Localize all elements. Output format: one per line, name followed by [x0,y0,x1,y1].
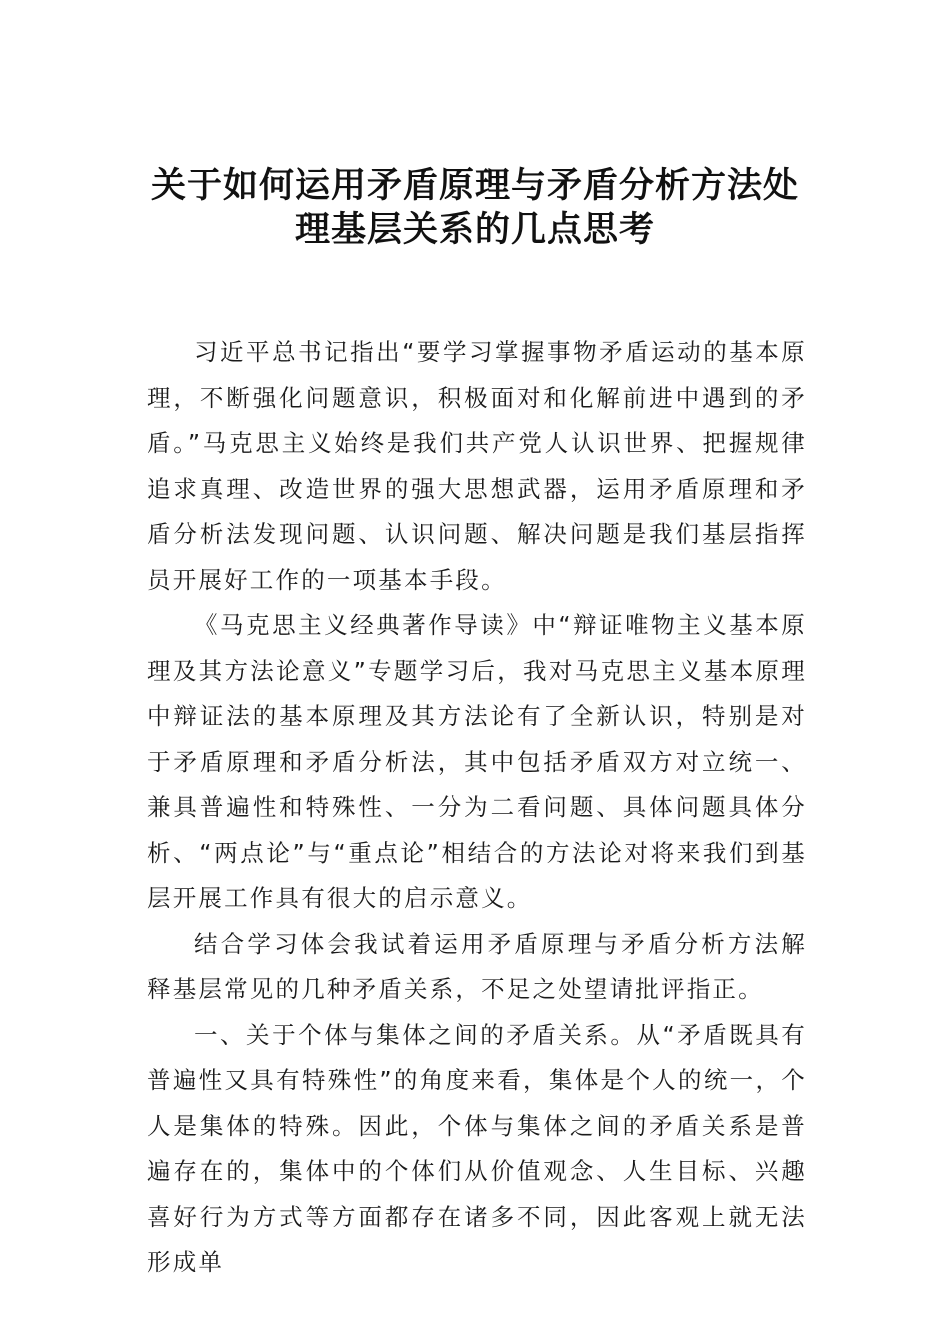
document-title-line-1: 关于如何运用矛盾原理与矛盾分析方法处 [150,165,799,206]
paragraph-intro: 习近平总书记指出“要学习掌握事物矛盾运动的基本原理，不断强化问题意识，积极面对和化解前进中遇到的矛盾。”马克思主义始终是我们共产党人认识世界、把握规律追求真理、改造世界的强大思想武器，运用矛盾原理和矛盾分析法发现问题、认识问题、解决问题是我们基层指挥员开展好工作的一项基本手段。 [147,338,807,594]
document-title-line-2: 理基层关系的几点思考 [294,209,655,250]
paragraph-purpose: 结合学习体会我试着运用矛盾原理与矛盾分析方法解释基层常见的几种矛盾关系，不足之处望请批评指正。 [147,929,807,1003]
document-body [147,330,807,1286]
paragraph-section-one: 一、关于个体与集体之间的矛盾关系。从“矛盾既具有普遍性又具有特殊性”的角度来看，集体是个人的统一，个人是集体的特殊。因此，个体与集体之间的矛盾关系是普遍存在的，集体中的个体们从价值观念、人生目标、兴趣喜好行为方式等方面都存在诸多不同，因此客观上就无法形成单 [147,1020,807,1276]
paragraph-study: 《马克思主义经典著作导读》中“辩证唯物主义基本原理及其方法论意义”专题学习后，我对马克思主义基本原理中辩证法的基本原理及其方法论有了全新认识，特别是对于矛盾原理和矛盾分析法，其中包括矛盾双方对立统一、兼具普遍性和特殊性、一分为二看问题、具体问题具体分析、“两点论”与“重点论”相结合的方法论对将来我们到基层开展工作具有很大的启示意义。 [147,611,807,912]
